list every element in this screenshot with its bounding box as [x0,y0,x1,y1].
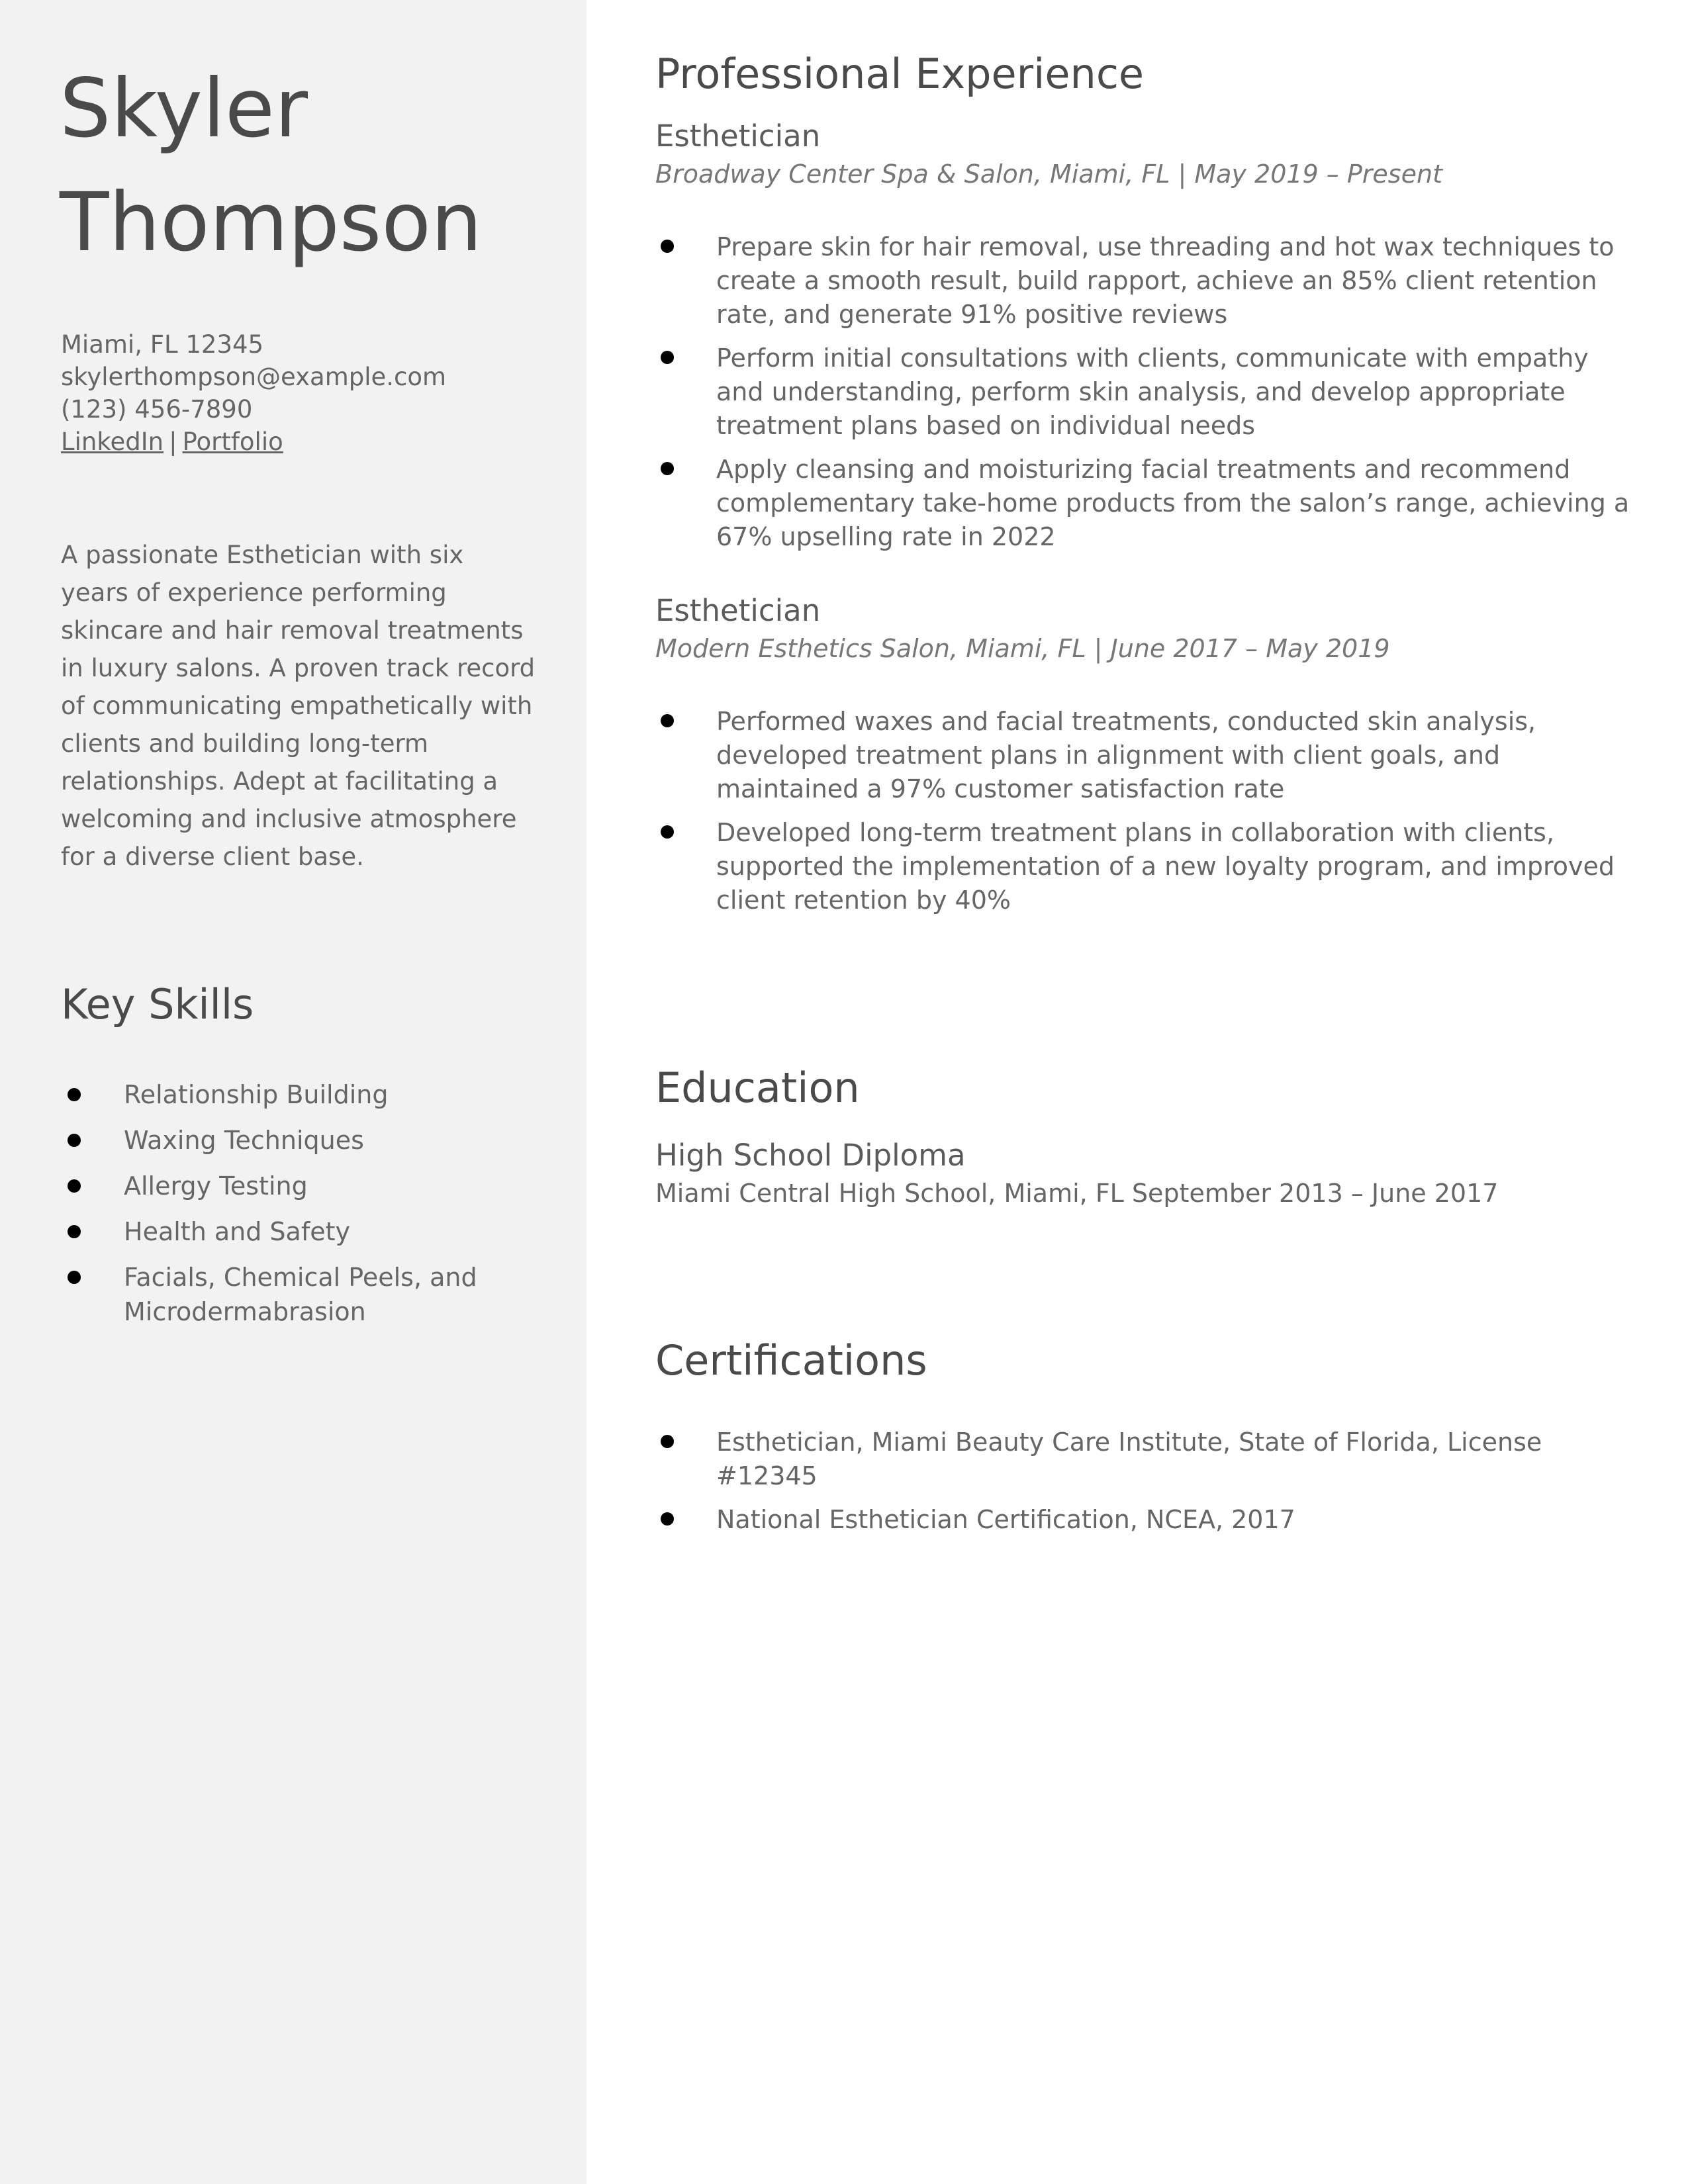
skill-label: Facials, Chemical Peels, and Microdermabrasion [124,1263,477,1326]
portfolio-link[interactable]: Portfolio [182,428,283,456]
bullet-icon [661,462,674,475]
skill-label: Relationship Building [124,1080,389,1109]
link-separator: | [169,428,177,456]
experience-heading: Professional Experience [655,50,1145,98]
job-title: Esthetician [655,118,821,154]
skills-heading: Key Skills [61,980,254,1028]
job-bullets [655,705,1635,917]
skill-label: Health and Safety [124,1217,350,1246]
email: skylerthompson@example.com [61,363,447,391]
list-item [655,705,1635,806]
bullet-text: Apply cleansing and moisturizing facial treatments and recommend complementary take-home products from the salon’s range, achieving a 67% upselling rate in 2022 [716,455,1630,551]
skill-label: Allergy Testing [124,1171,308,1201]
certification-text: Esthetician, Miami Beauty Care Institute, State of Florida, License #12345 [716,1428,1542,1490]
skill-item [61,1169,538,1203]
contact-info [61,328,564,458]
job-title: Esthetician [655,593,821,628]
first-name: Skyler [60,62,308,156]
certifications-heading: Certifications [655,1336,927,1385]
sidebar [0,0,586,2184]
list-item [655,1503,1635,1537]
profile-links [61,426,564,458]
list-item [655,1426,1635,1493]
bullet-text: Prepare skin for hair removal, use threading and hot wax techniques to create a smooth result, build rapport, achieve an 85% client retention rate, and generate 91% positive reviews [716,232,1615,329]
skill-label: Waxing Techniques [124,1126,364,1155]
job-entry [655,116,1635,554]
experience-section [655,48,1635,927]
bullet-text: Performed waxes and facial treatments, conducted skin analysis, developed treatment plans in alignment with client goals, and maintained a 97% customer satisfaction rate [716,707,1536,803]
bullet-icon [661,240,674,253]
bullet-icon [68,1134,81,1147]
education-meta: Miami Central High School, Miami, FL September 2013 – June 2017 [655,1179,1499,1208]
job-bullets [655,230,1635,554]
skill-item [61,1077,538,1112]
education-section [655,1062,1635,1211]
linkedin-link[interactable]: LinkedIn [61,428,164,456]
phone: (123) 456-7890 [61,395,253,424]
education-heading: Education [655,1064,860,1112]
bullet-icon [661,714,674,727]
bullet-text: Perform initial consultations with clients, communicate with empathy and understanding, perform skin analysis, and develop appropriate treatment plans based on individual needs [716,343,1589,440]
certifications-section [655,1334,1635,1547]
skills-list [61,1077,538,1340]
skill-item [61,1123,538,1158]
degree-title: High School Diploma [655,1138,966,1173]
location: Miami, FL 12345 [61,330,264,359]
bullet-icon [661,1435,674,1448]
skill-item [61,1260,538,1329]
professional-summary: A passionate Esthetician with six years of experience performing skincare and hair removal treatments in luxury salons. A proven track record of communicating empathetically with clients and building long-term relationships. Adept at facilitating a welcoming and inclusive atmosphere for a diverse client base. [61,541,536,871]
list-item [655,816,1635,917]
job-meta: Broadway Center Spa & Salon, Miami, FL | May 2019 – Present [655,159,1442,189]
bullet-icon [68,1179,81,1193]
bullet-text: Developed long-term treatment plans in collaboration with clients, supported the implementation of a new loyalty program, and improved client retention by 40% [716,818,1615,915]
certifications-list [655,1426,1635,1537]
job-meta: Modern Esthetics Salon, Miami, FL | June 2017 – May 2019 [655,634,1390,663]
job-entry [655,591,1635,917]
bullet-icon [68,1271,81,1284]
last-name: Thompson [60,175,483,269]
bullet-icon [68,1088,81,1101]
bullet-icon [661,1512,674,1525]
candidate-name [60,52,576,279]
list-item [655,453,1635,554]
list-item [655,230,1635,332]
list-item [655,341,1635,443]
skill-item [61,1214,538,1249]
certification-text: National Esthetician Certification, NCEA, 2017 [716,1505,1295,1534]
bullet-icon [661,351,674,364]
bullet-icon [661,825,674,839]
bullet-icon [68,1225,81,1238]
